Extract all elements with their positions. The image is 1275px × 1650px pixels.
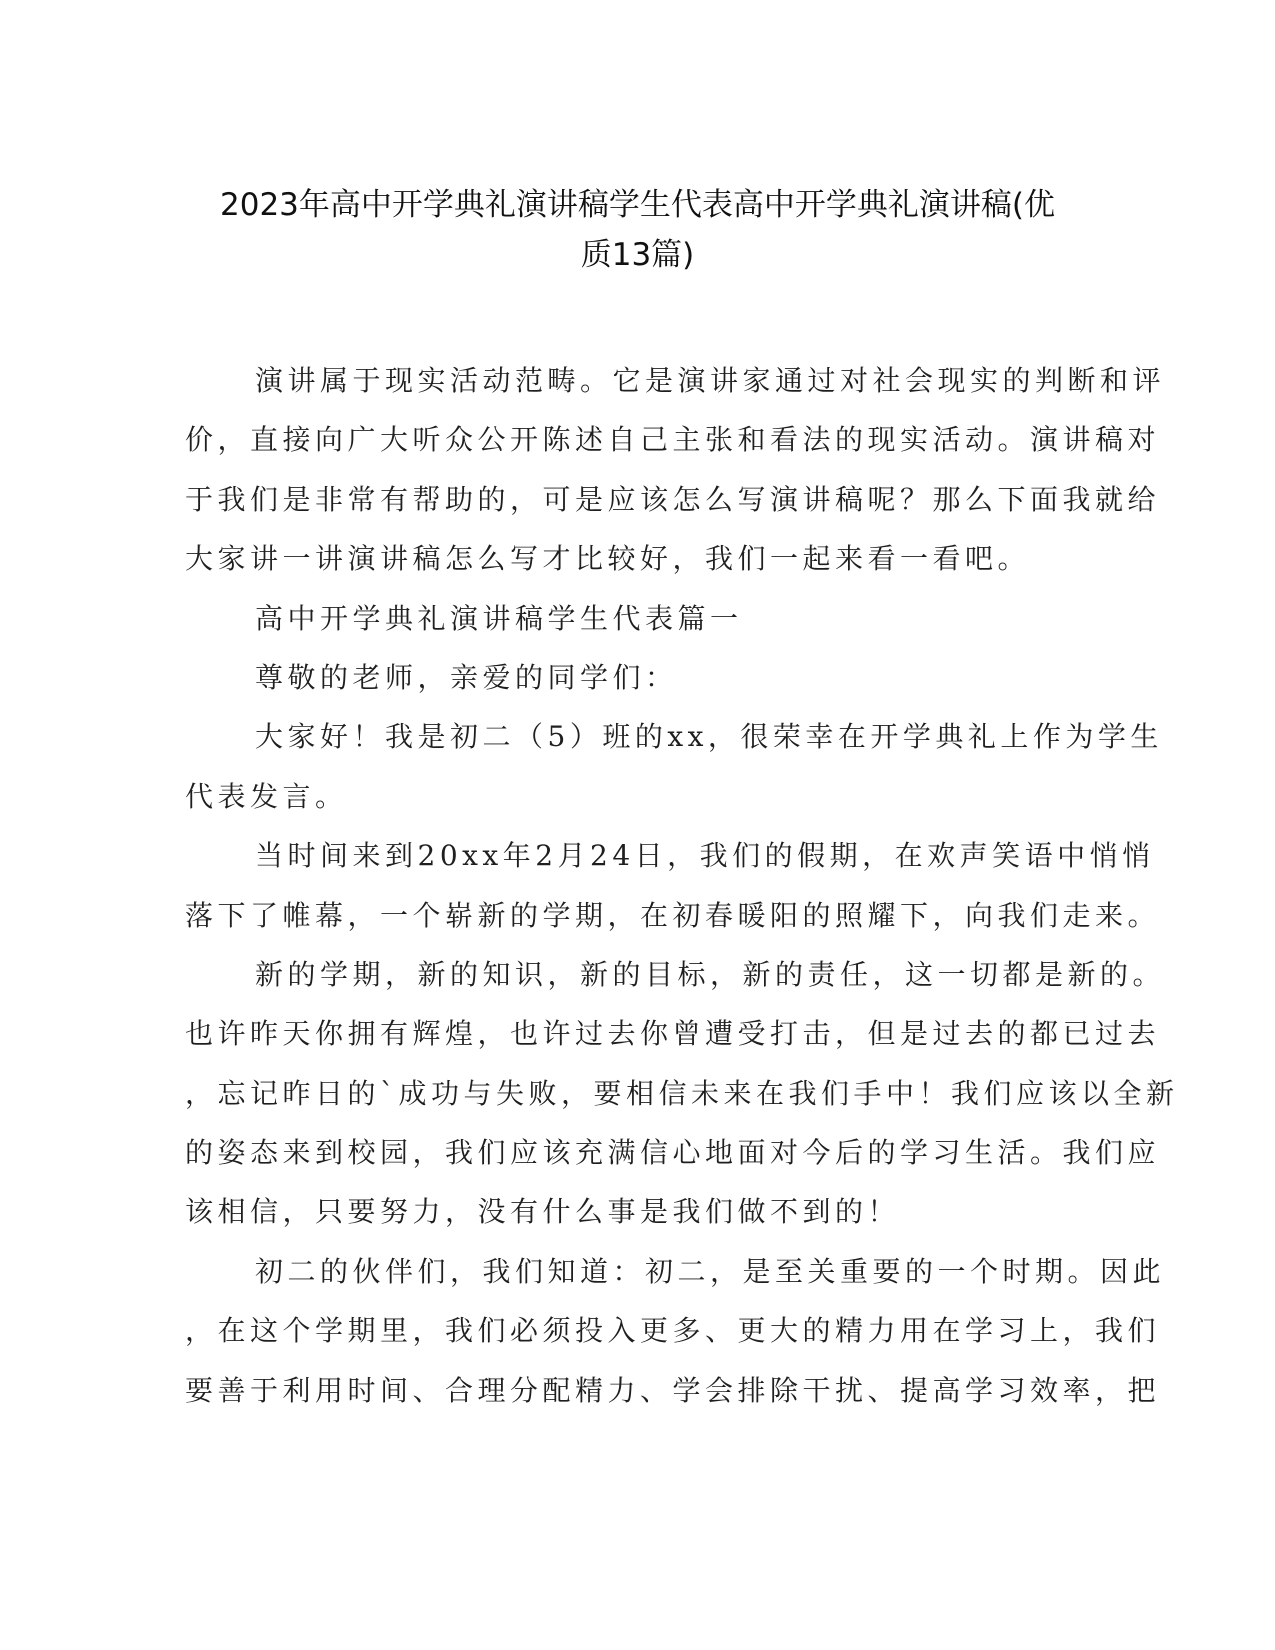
paragraph-line: 新的学期，新的知识，新的目标，新的责任，这一切都是新的。	[255, 957, 1166, 991]
paragraph-line: 代表发言。	[185, 779, 348, 813]
paragraph-line: 要善于利用时间、合理分配精力、学会排除干扰、提高学习效率，把	[185, 1373, 1161, 1407]
section-heading: 高中开学典礼演讲稿学生代表篇一	[255, 601, 743, 635]
paragraph-line: 落下了帷幕，一个崭新的学期，在初春暖阳的照耀下，向我们走来。	[185, 898, 1161, 932]
salutation: 尊敬的老师，亲爱的同学们：	[255, 660, 678, 694]
paragraph-line: 演讲属于现实活动范畴。它是演讲家通过对社会现实的判断和评	[255, 364, 1166, 397]
title-line-2: 质13篇)	[580, 237, 695, 273]
paragraph-line: 该相信，只要努力，没有什么事是我们做不到的！	[185, 1195, 901, 1229]
paragraph-line: ，忘记昨日的`成功与失败，要相信未来在我们手中！我们应该以全新	[185, 1076, 1179, 1110]
paragraph-line: 也许昨天你拥有辉煌，也许过去你曾遭受打击，但是过去的都已过去	[185, 1017, 1161, 1051]
paragraph-line: ，在这个学期里，我们必须投入更多、更大的精力用在学习上，我们	[185, 1314, 1161, 1348]
paragraph-line: 大家好！我是初二（5）班的xx，很荣幸在开学典礼上作为学生	[255, 720, 1163, 754]
paragraph-line: 大家讲一讲演讲稿怎么写才比较好，我们一起来看一看吧。	[185, 542, 1031, 576]
paragraph-line: 初二的伙伴们，我们知道：初二，是至关重要的一个时期。因此	[255, 1254, 1166, 1288]
paragraph-line: 当时间来到20xx年2月24日，我们的假期，在欢声笑语中悄悄	[255, 839, 1155, 873]
document-title	[185, 180, 1090, 280]
paragraph-line: 的姿态来到校园，我们应该充满信心地面对今后的学习生活。我们应	[185, 1136, 1161, 1170]
paragraph-line: 于我们是非常有帮助的，可是应该怎么写演讲稿呢？那么下面我就给	[185, 482, 1161, 516]
document-body	[185, 361, 1179, 1430]
title-line-1: 2023年高中开学典礼演讲稿学生代表高中开学典礼演讲稿(优	[220, 187, 1055, 223]
paragraph-line: 价，直接向广大听众公开陈述自己主张和看法的现实活动。演讲稿对	[185, 423, 1161, 457]
